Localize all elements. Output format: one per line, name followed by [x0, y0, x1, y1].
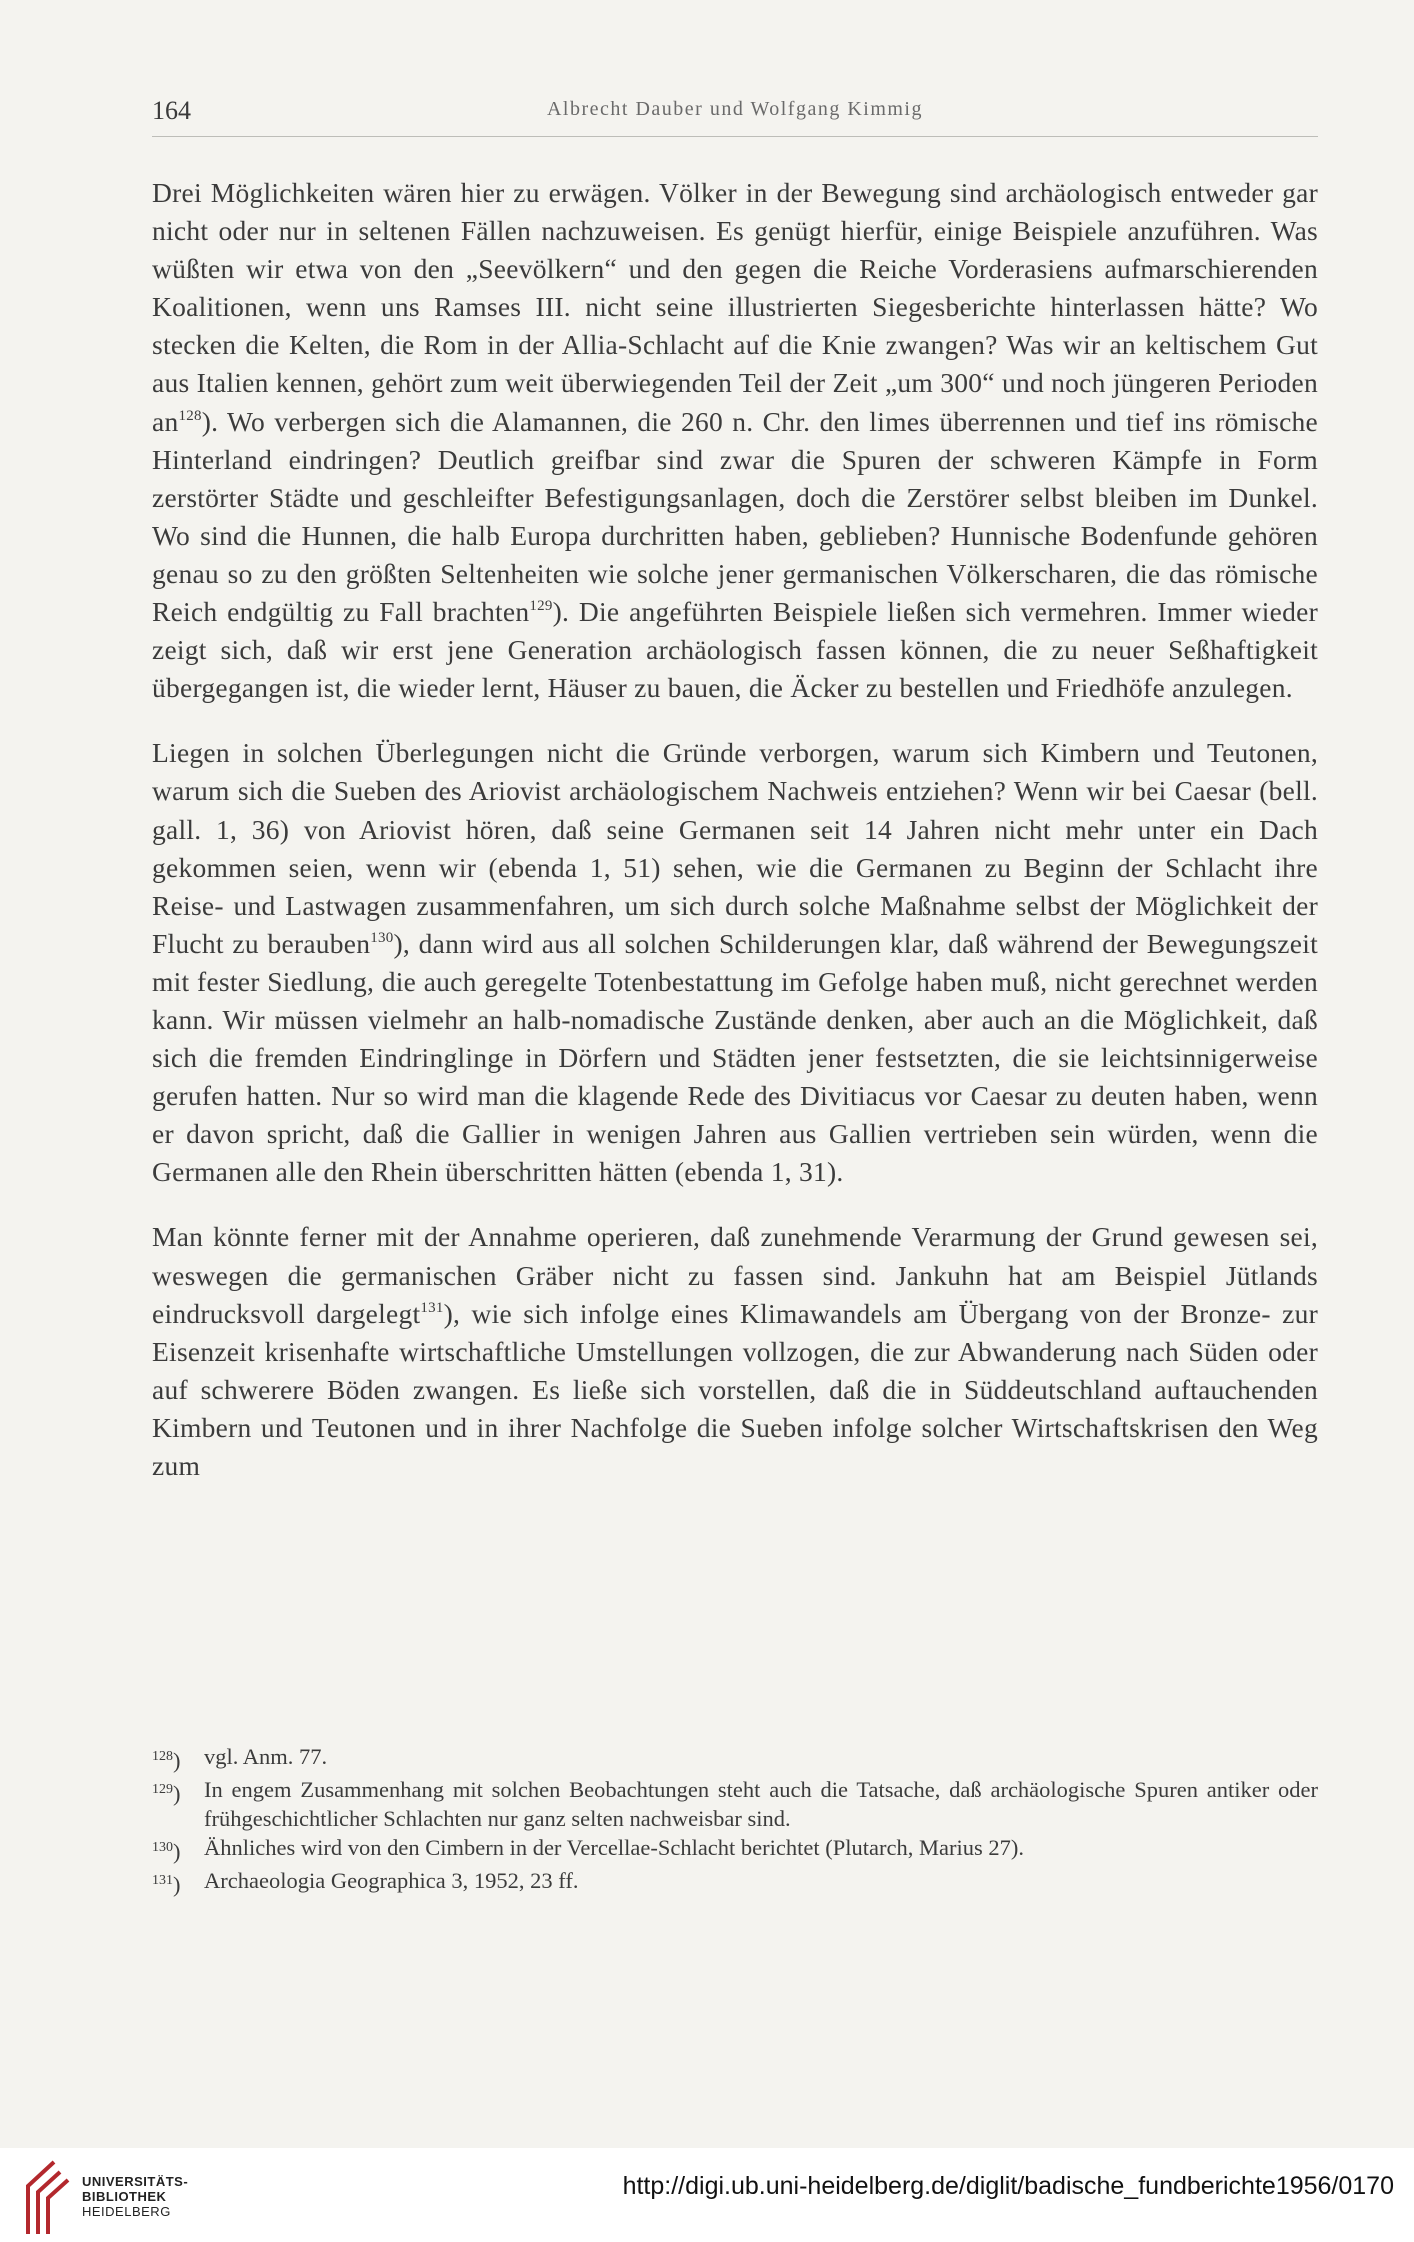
footnote — [152, 1833, 1318, 1866]
library-logo-icon — [20, 2156, 74, 2236]
text-run: ), dann wird aus all solchen Schilderungen klar, daß während der Bewegungszeit mit fester Siedlung, die auch geregelte Totenbestattung im Gefolge haben muß, nicht gerechnet werden kann. Wir müssen vielmehr an halb-nomadische Zustände denken, aber auch an die Möglichkeit, daß sich die fremden Eindringlinge in Dörfern und Städten jener festsetzten, die sie leichtsinnigerweise gerufen hatten. Nur so wird man die klagende Rede des Divitiacus vor Caesar zu deuten haben, wenn er davon spricht, daß die Gallier in wenigen Jahren aus Gallien vertrieben sein würden, wenn die Germanen alle den Rhein überschritten hätten (ebenda 1, 31). — [152, 927, 1318, 1188]
footnotes — [152, 1742, 1318, 1899]
footnote-text: In engem Zusammenhang mit solchen Beobachtungen steht auch die Tatsache, daß archäologische Spuren antiker oder frühgeschichtlicher Schlachten nur ganz selten nachweisbar sind. — [204, 1777, 1318, 1831]
text-run: ), wie sich infolge eines Klimawandels am Übergang von der Bronze- zur Eisenzeit krisenhafte wirtschaftliche Umstellungen vollzogen, die zur Abwanderung nach Süden oder auf schwerere Böden zwangen. Es ließe sich vorstellen, daß die in Süddeutschland auftauchenden Kimbern und Teutonen und in ihrer Nachfolge die Sueben infolge solcher Wirtschaftskrisen den Weg zum — [152, 1297, 1318, 1481]
page-header — [152, 96, 1318, 137]
paragraph — [152, 734, 1318, 1191]
paragraph — [152, 174, 1318, 707]
footnote — [152, 1775, 1318, 1833]
footnote-number: $^{129}$) — [152, 1781, 181, 1806]
footnote-text: vgl. Anm. 77. — [204, 1744, 328, 1769]
footnote-number: $^{128}$) — [152, 1748, 181, 1773]
text-run: Drei Möglichkeiten wären hier zu erwägen. Völker in der Bewegung sind archäologisch entweder gar nicht oder nur in seltenen Fällen nachzuweisen. Es genügt hierfür, einige Beispiele anzuführen. Was wüßten wir etwa von den „Seevölkern“ und den gegen die Reiche Vorderasiens aufmarschierenden Koalitionen, wenn uns Ramses III. nicht seine illustrierten Siegesberichte hinterlassen hätte? Wo stecken die Kelten, die Rom in der Allia-Schlacht auf die Knie zwangen? Was wir an keltischem Gut aus Italien kennen, gehört zum weit überwiegenden Teil der Zeit „um 300“ und noch jüngeren Perioden an — [152, 177, 1318, 437]
footnote-ref[interactable]: 131 — [420, 1299, 444, 1316]
footnote — [152, 1866, 1318, 1899]
footnote-ref[interactable]: 130 — [370, 929, 394, 946]
footnote-text: Ähnliches wird von den Cimbern in der Vercellae-Schlacht berichtet (Plutarch, Marius 27). — [204, 1835, 1024, 1860]
text-run: Liegen in solchen Überlegungen nicht die Gründe verborgen, warum sich Kimbern und Teutonen, warum sich die Sueben des Ariovist archäologischem Nachweis entziehen? Wenn wir bei Caesar (bell. gall. 1, 36) von Ariovist hören, daß seine Germanen seit 14 Jahren nicht mehr unter ein Dach gekommen seien, wenn wir (ebenda 1, 51) sehen, wie die Germanen zu Beginn der Schlacht ihre Reise- und Lastwagen zusammenfahren, um sich durch solche Maßnahme selbst der Möglichkeit der Flucht zu berauben — [152, 737, 1318, 959]
source-url-link[interactable]: http://digi.ub.uni-heidelberg.de/diglit/badische_fundberichte1956/0170 — [622, 2172, 1394, 2200]
footnote — [152, 1742, 1318, 1775]
running-head: Albrecht Dauber und Wolfgang Kimmig — [546, 98, 923, 120]
paragraph — [152, 1218, 1318, 1485]
footnote-ref[interactable]: 129 — [529, 598, 553, 615]
text-run: ). Die angeführten Beispiele ließen sich vermehren. Immer wieder zeigt sich, daß wir erst jene Generation archäologisch fassen können, die zu neuer Seßhaftigkeit übergegangen ist, die wieder lernt, Häuser zu bauen, die Äcker zu bestellen und Friedhöfe anzulegen. — [152, 596, 1318, 704]
footer-bar — [0, 2148, 1414, 2242]
footnote-ref[interactable]: 128 — [178, 407, 202, 424]
footnote-text: Archaeologia Geographica 3, 1952, 23 ff. — [204, 1868, 579, 1893]
footnote-number: $^{131}$) — [152, 1872, 181, 1897]
page-number: 164 — [152, 96, 191, 125]
library-name: UNIVERSITÄTS- BIBLIOTHEK HEIDELBERG — [82, 2174, 189, 2219]
footnote-number: $^{130}$) — [152, 1839, 181, 1864]
text-run: Man könnte ferner mit der Annahme operieren, daß zunehmende Verarmung der Grund gewesen sei, weswegen die germanischen Gräber nicht zu fassen sind. Jankuhn hat am Beispiel Jütlands eindrucksvoll dargelegt — [152, 1221, 1318, 1329]
text-run: ). Wo verbergen sich die Alamannen, die 260 n. Chr. den limes überrennen und tief ins römische Hinterland eindringen? Deutlich greifbar sind zwar die Spuren der schweren Kämpfe in Form zerstörter Städte und geschleifter Befestigungsanlagen, doch die Zerstörer selbst bleiben im Dunkel. Wo sind die Hunnen, die halb Europa durchritten haben, geblieben? Hunnische Bodenfunde gehören genau so zu den größten Seltenheiten wie solche jener germanischen Völkerscharen, die das römische Reich endgültig zu Fall brachten — [152, 405, 1318, 628]
body-text — [152, 174, 1318, 1512]
